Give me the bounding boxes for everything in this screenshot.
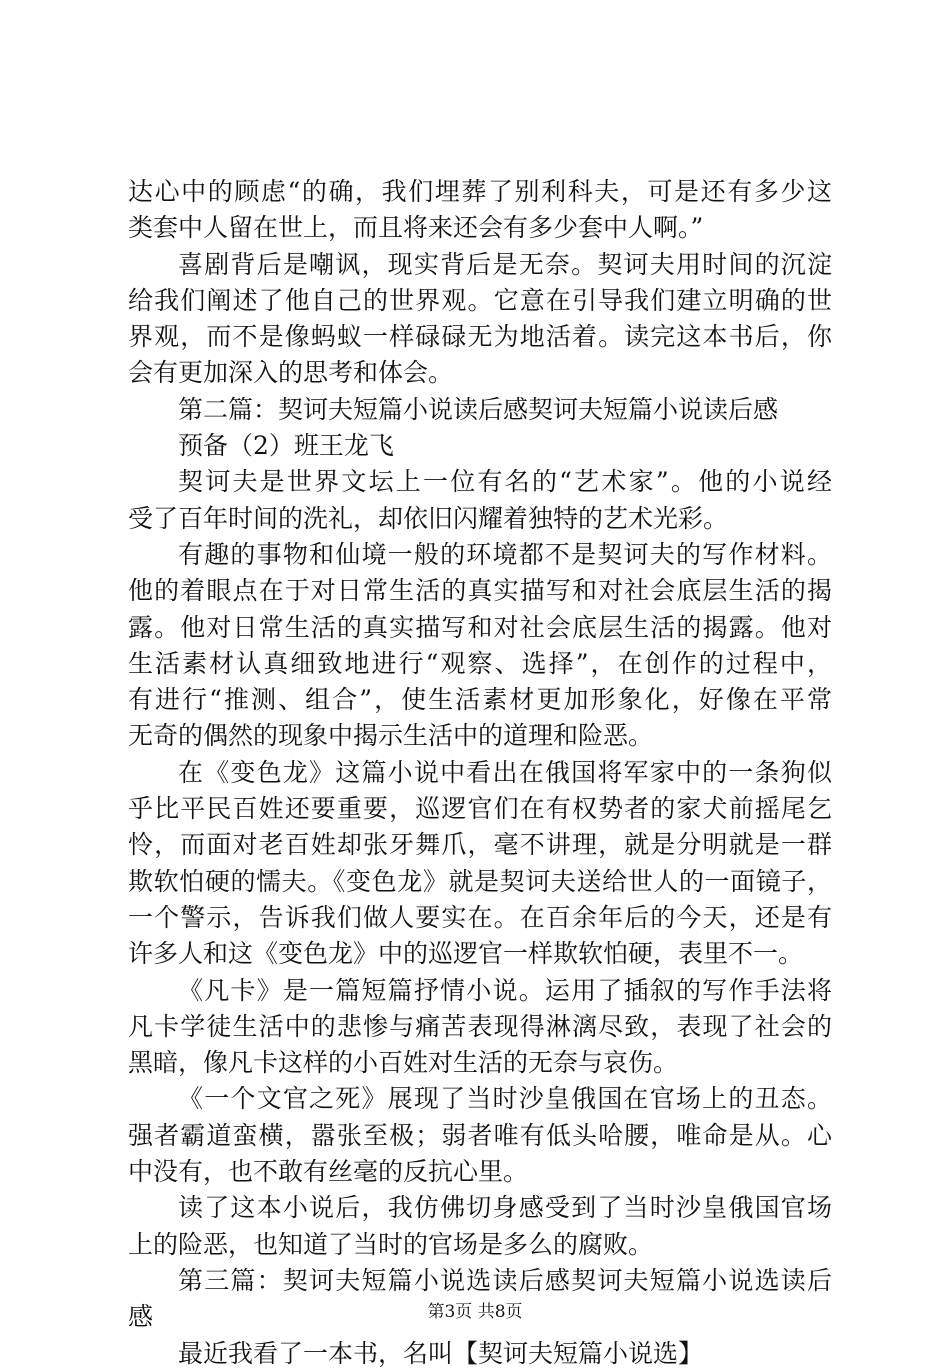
text-line: 乎比平民百姓还要重要，巡逻官们在有权势者的家犬前摇尾乞 xyxy=(128,794,832,824)
paragraph-start-line: 《凡卡》是一篇短篇抒情小说。运用了插叙的写作手法将 xyxy=(178,975,832,1005)
paragraph-start-line: 在《变色龙》这篇小说中看出在俄国将军家中的一条狗似 xyxy=(178,757,832,787)
text-line: 无奇的偶然的现象中揭示生活中的道理和险恶。 xyxy=(128,721,654,751)
text-line: 类套中人留在世上，而且将来还会有多少套中人啊。” xyxy=(128,213,704,243)
text-line: 强者霸道蛮横，嚣张至极；弱者唯有低头哈腰，唯命是从。心 xyxy=(128,1120,832,1150)
text-line: 界观，而不是像蚂蚁一样碌碌无为地活着。读完这本书后，你 xyxy=(128,322,832,352)
text-line: 给我们阐述了他自己的世界观。它意在引导我们建立明确的世 xyxy=(128,285,832,315)
document-body xyxy=(128,174,832,1372)
text-line: 受了百年时间的洗礼，却依旧闪耀着独特的艺术光彩。 xyxy=(128,503,729,533)
text-line: 许多人和这《变色龙》中的巡逻官一样欺软怕硬，表里不一。 xyxy=(128,939,804,969)
text-line: 欺软怕硬的懦夫。《变色龙》就是契诃夫送给世人的一面镜子， xyxy=(128,866,832,896)
section-heading: 第二篇：契诃夫短篇小说读后感契诃夫短篇小说读后感 xyxy=(178,394,779,424)
text-line: 达心中的顾虑“的确，我们埋葬了别利科夫，可是还有多少这 xyxy=(128,177,832,206)
section-heading: 第三篇：契诃夫短篇小说选读后感契诃夫短篇小说选读后 xyxy=(178,1265,832,1295)
paragraph-start-line: 喜剧背后是嘲讽，现实背后是无奈。契诃夫用时间的沉淀 xyxy=(178,249,832,279)
text-line: 露。他对日常生活的真实描写和对社会底层生活的揭露。他对 xyxy=(128,612,832,642)
section-heading-continuation: 感 xyxy=(128,1302,154,1332)
paragraph-start-line: 契诃夫是世界文坛上一位有名的“艺术家”。他的小说经 xyxy=(178,467,832,497)
text-line: 怜，而面对老百姓却张牙舞爪，毫不讲理，就是分明就是一群 xyxy=(128,830,832,860)
text-line: 生活素材认真细致地进行“观察、选择”，在创作的过程中， xyxy=(128,648,832,678)
paragraph-start-line: 最近我看了一本书，名叫【契诃夫短篇小说选】 xyxy=(178,1338,704,1368)
author-line: 预备（2）班王龙飞 xyxy=(178,431,394,461)
text-line: 凡卡学徒生活中的悲惨与痛苦表现得淋漓尽致，表现了社会的 xyxy=(128,1011,832,1041)
text-line: 中没有，也不敢有丝毫的反抗心里。 xyxy=(128,1157,529,1187)
text-line: 黑暗，像凡卡这样的小百姓对生活的无奈与哀伤。 xyxy=(128,1048,679,1078)
paragraph-start-line: 读了这本小说后，我仿佛切身感受到了当时沙皇俄国官场 xyxy=(178,1193,832,1223)
page-number-footer: 第3页 共8页 xyxy=(427,1302,523,1322)
text-line: 有进行“推测、组合”，使生活素材更加形象化，好像在平常 xyxy=(128,685,832,715)
text-line: 上的险恶，也知道了当时的官场是多么的腐败。 xyxy=(128,1229,654,1259)
paragraph-start-line: 有趣的事物和仙境一般的环境都不是契诃夫的写作材料。 xyxy=(178,539,832,569)
paragraph-start-line: 《一个文官之死》展现了当时沙皇俄国在官场上的丑态。 xyxy=(178,1084,832,1114)
text-line: 会有更加深入的思考和体会。 xyxy=(128,358,454,388)
text-line: 一个警示，告诉我们做人要实在。在百余年后的今天，还是有 xyxy=(128,902,832,932)
text-line: 他的着眼点在于对日常生活的真实描写和对社会底层生活的揭 xyxy=(128,576,832,606)
